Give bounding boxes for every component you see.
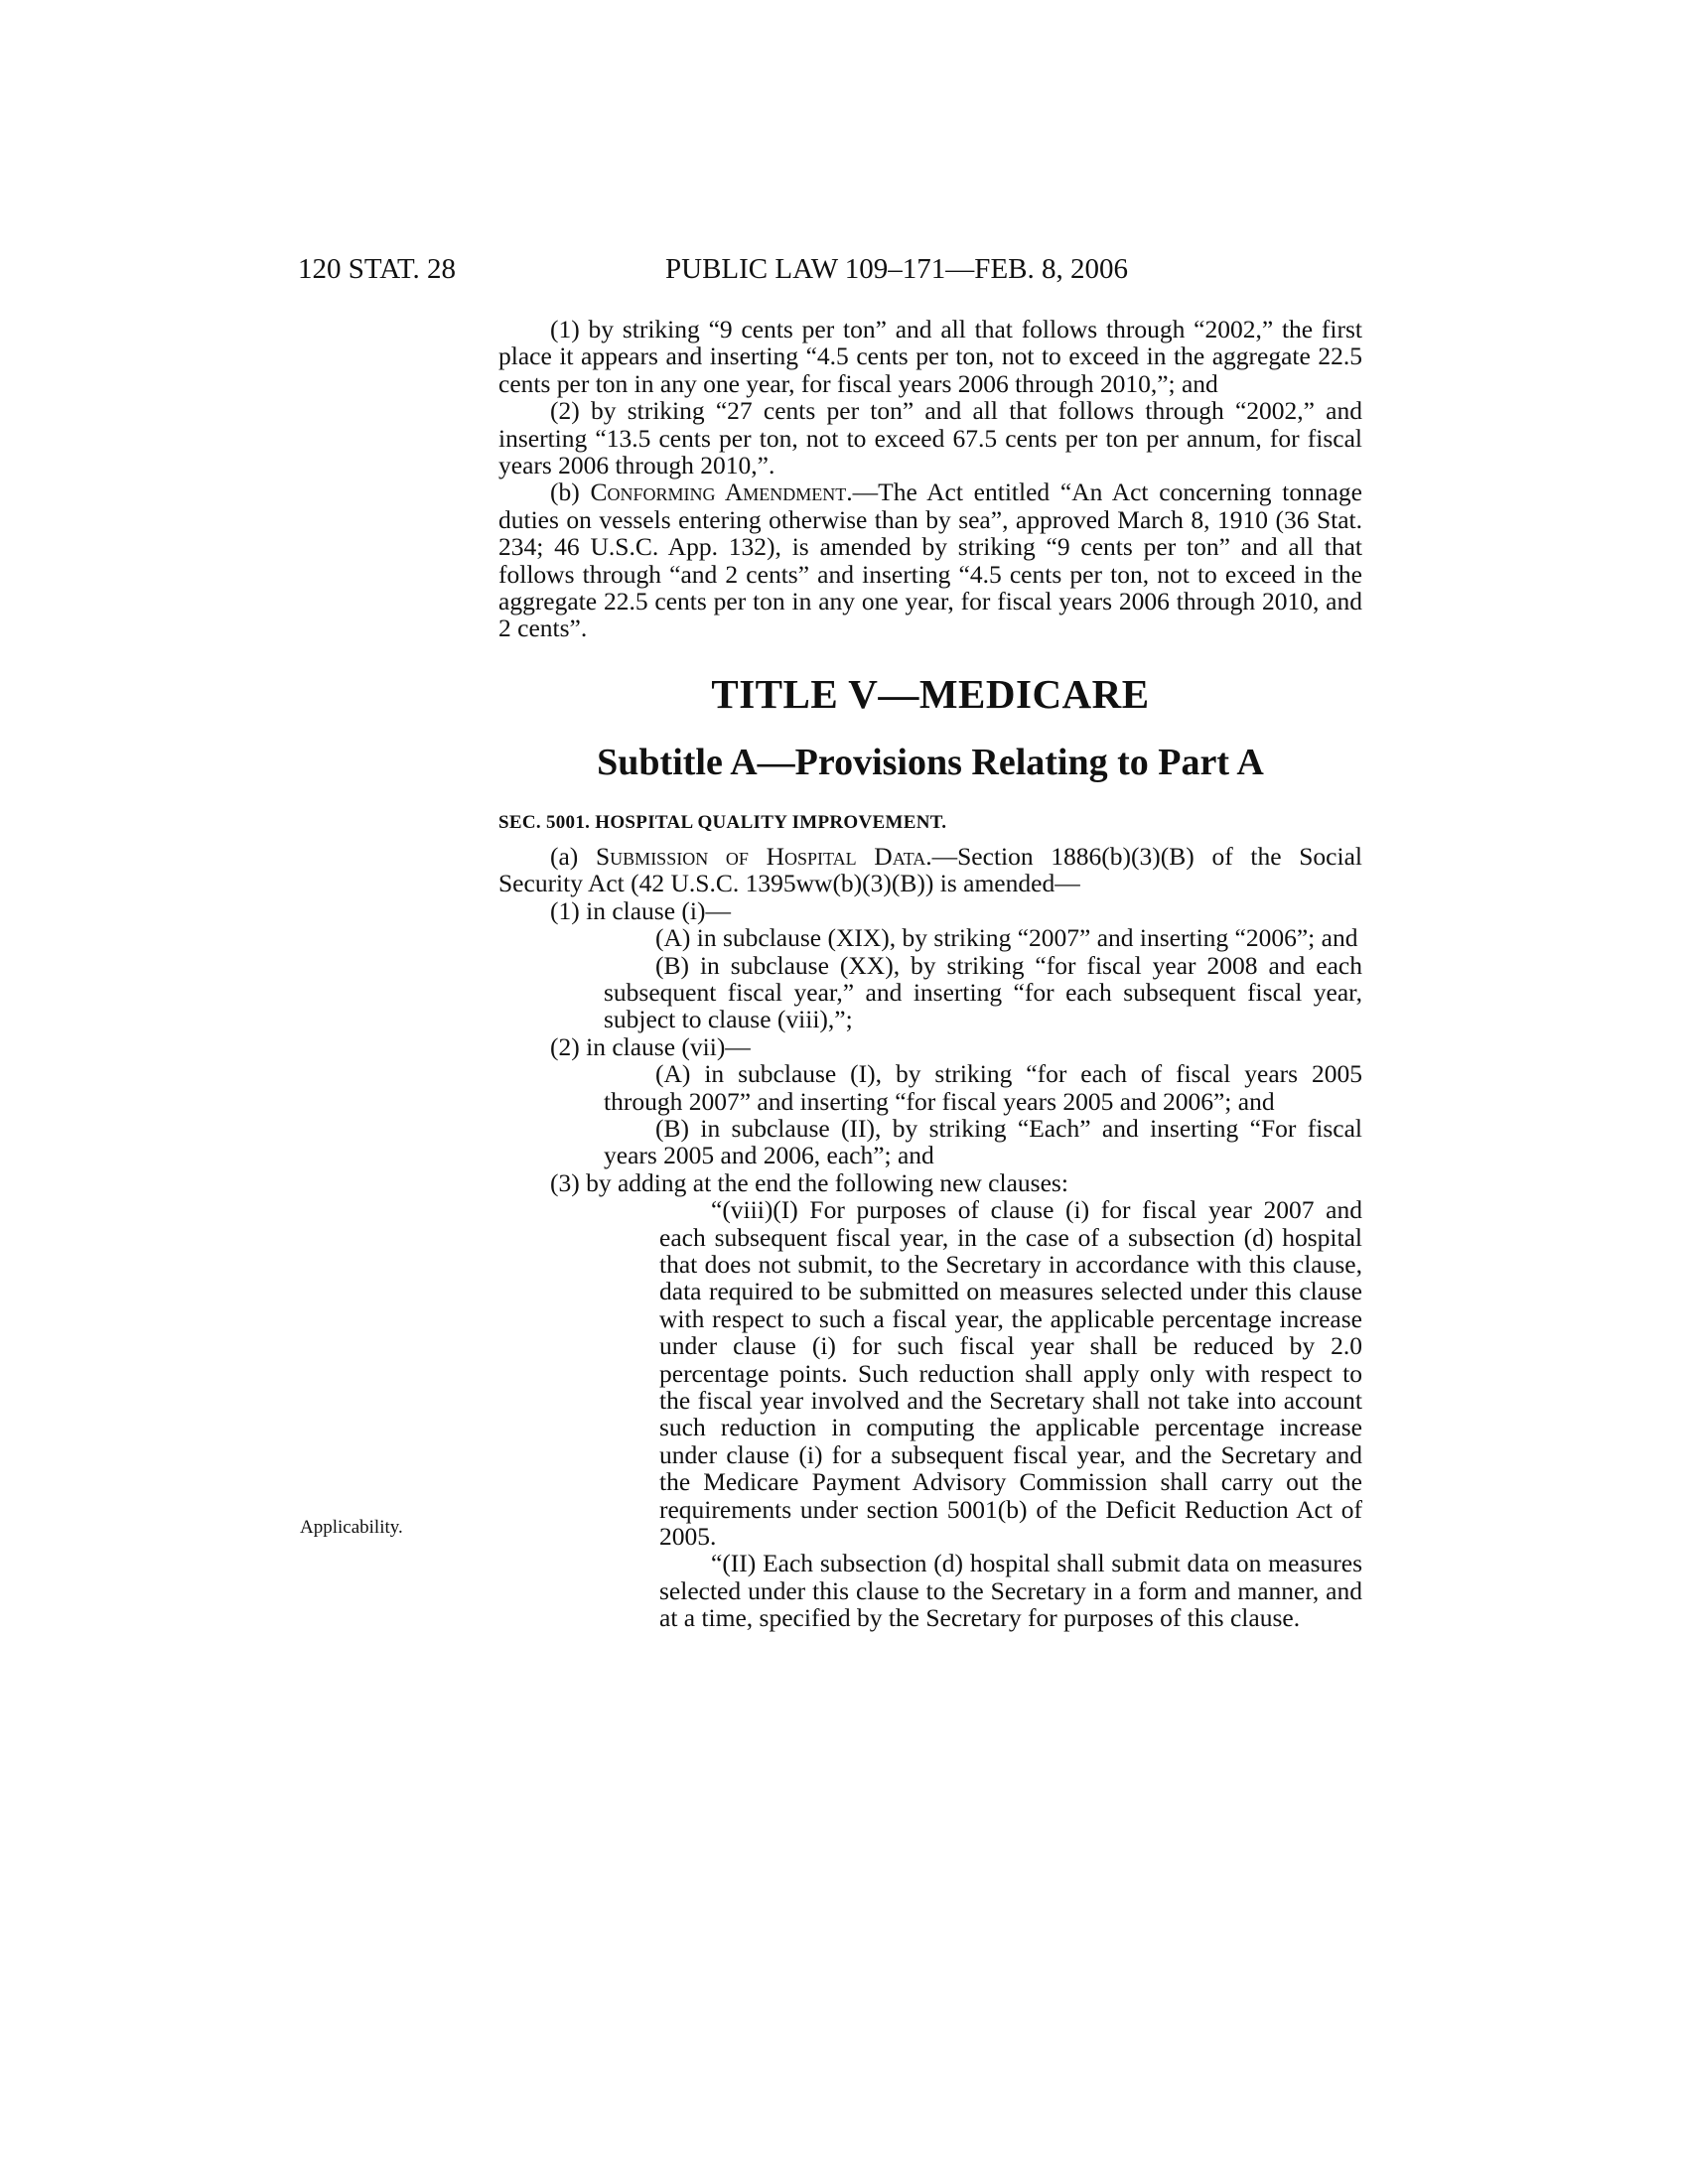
clause-viii-I: “(viii)(I) For purposes of clause (i) for fiscal year 2007 and each subsequent fiscal year, in the case of a subsection (d) hospital that does not submit, to the Secretary in accordance with this clause, data required to be submitted on measures selected under this clause with respect to such a fiscal year, the applicable percentage increase under clause (i) for such fiscal year shall be reduced by 2.0 percentage points. Such reduction shall apply only with respect to the fiscal year involved and the Secretary shall not take into account such reduction in computing the applicable percentage increase under clause (i) for a subsequent fiscal year, and the Secretary and the Medicare Payment Advisory Commission shall carry out the requirements under section 5001(b) of the Deficit Reduction Act of 2005. — [659, 1195, 1362, 1552]
paragraph-b-label: (b) — [550, 478, 591, 507]
public-law-citation: PUBLIC LAW 109–171—FEB. 8, 2006 — [665, 253, 1128, 285]
paragraph-1: (1) by striking “9 cents per ton” and all that follows through “2002,” the first place it appears and inserting “4.5 cents per ton, not to exceed in the aggregate 22.5 cents per ton in any one year, for fiscal years 2006 through 2010,”; and — [498, 315, 1362, 398]
clause-1-B: (B) in subclause (XX), by striking “for fiscal year 2008 and each subsequent fiscal year,” and inserting “for each subsequent fiscal year, subject to clause (viii),”; — [604, 950, 1362, 1034]
paragraph-2: (2) by striking “27 cents per ton” and all that follows through “2002,” and inserting “13.5 cents per ton, not to exceed 67.5 cents per ton per annum, for fiscal years 2006 through 2010,”. — [498, 396, 1362, 480]
clause-2: (2) in clause (vii)— — [550, 1031, 751, 1061]
main-text-column — [498, 316, 1362, 1632]
margin-note-applicability: Applicability. — [300, 1517, 403, 1538]
clause-3: (3) by adding at the end the following new clauses: — [550, 1167, 1068, 1197]
subsection-a-heading: Submission of Hospital Data — [596, 841, 926, 871]
paragraph-b-heading: Conforming Amendment — [590, 478, 847, 507]
subtitle-heading: Subtitle A—Provisions Relating to Part A — [597, 741, 1264, 783]
clause-viii-II: “(II) Each subsection (d) hospital shall submit data on measures selected under this clause to the Secretary in a form and manner, and at a time, specified by the Secretary for purposes of this clause. — [659, 1549, 1362, 1633]
clause-2-B: (B) in subclause (II), by striking “Each” and inserting “For fiscal years 2005 and 2006, each”; and — [604, 1113, 1362, 1170]
clause-1: (1) in clause (i)— — [550, 895, 731, 925]
statute-page-number: 120 STAT. 28 — [298, 253, 457, 285]
subsection-a — [498, 843, 1362, 897]
paragraph-b-text: .—The Act entitled “An Act concerning tonnage duties on vessels entering otherwise than by sea”, approved March 8, 1910 (36 Stat. 234; 46 U.S.C. App. 132), is amended by striking “9 cents per ton” and all that follows through “and 2 cents” and inserting “4.5 cents per ton, not to exceed in the aggregate 22.5 cents per ton in any one year, for fiscal years 2006 through 2010, and 2 cents”. — [498, 478, 1362, 643]
clause-2-A: (A) in subclause (I), by striking “for each of fiscal years 2005 through 2007” and inserting “for fiscal years 2005 and 2006”; and — [604, 1059, 1362, 1116]
section-heading: SEC. 5001. HOSPITAL QUALITY IMPROVEMENT. — [498, 811, 947, 833]
title-heading: TITLE V—MEDICARE — [711, 670, 1150, 717]
clause-1-A: (A) in subclause (XIX), by striking “2007” and inserting “2006”; and — [655, 923, 1358, 953]
page-header — [298, 253, 1370, 293]
subsection-a-text: .—Section 1886(b)(3)(B) of the Social Security Act (42 U.S.C. 1395ww(b)(3)(B)) is amended— — [498, 841, 1362, 898]
subsection-a-label: (a) — [550, 841, 596, 871]
paragraph-b — [498, 478, 1362, 641]
